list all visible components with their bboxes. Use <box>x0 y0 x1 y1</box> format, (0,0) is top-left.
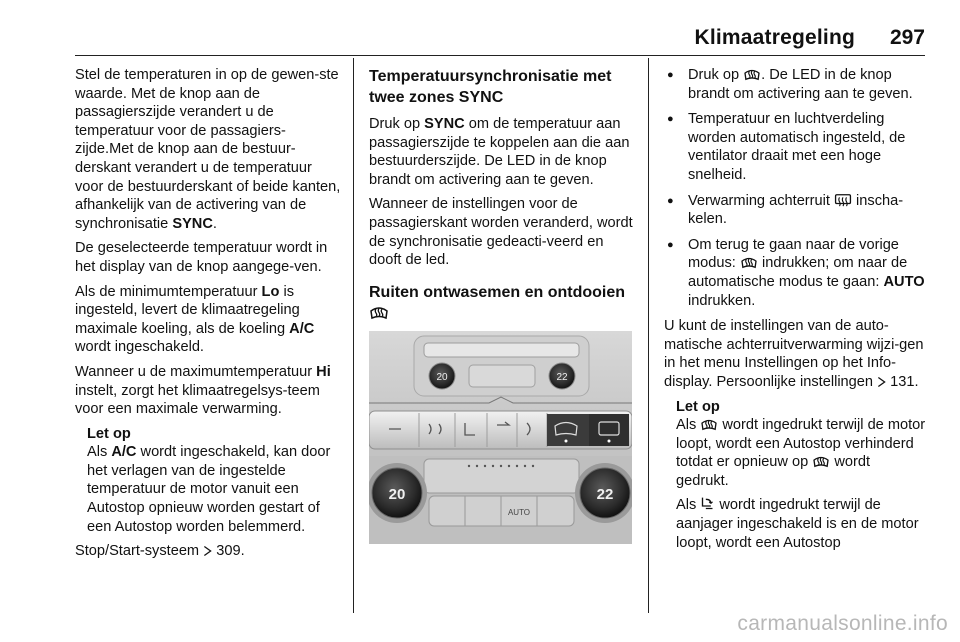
defrost-steps-list <box>664 66 926 310</box>
windshield-defrost-icon <box>700 417 718 431</box>
rear-window-heating-icon <box>834 193 852 207</box>
paragraph-minimum-temp: Als de minimumtemperatuur Lo is ingesteld, levert de klimaatregeling maximale koeling, als de koeling A/C wordt ingeschakeld. <box>75 283 315 356</box>
stop-start-reference[interactable]: Stop/Start-systeem 309. <box>75 543 245 560</box>
paragraph-display: De geselecteerde temperatuur wordt in het display van de knop aangege-ven. <box>75 240 328 275</box>
note-title: Let op <box>676 398 720 415</box>
header-divider <box>75 55 925 56</box>
paragraph-rear-window-settings: U kunt de instellingen van de auto-matische achterruitverwarming wijzi-gen in het menu Instellingen op het Info-display. Persoonlijke instellingen 131. <box>664 318 924 390</box>
page-header <box>75 18 925 54</box>
top-left-temp-display: 20 <box>436 371 448 383</box>
auto-button-label: AUTO <box>507 507 531 517</box>
list-item: ● Om terug te gaan naar de vorige modus: indrukken; om naar de automatische modus te gaan: AUTO indrukken. <box>664 236 926 310</box>
note-box <box>75 425 341 537</box>
paragraph-maximum-temp: Wanneer u de maximumtemperatuur Hi instelt, zorgt het klimaatregelsys-teem voor een maximale verwarming. <box>75 363 331 418</box>
note-box <box>664 398 926 553</box>
climate-control-panel-photo <box>369 331 632 544</box>
left-temp-display: 20 <box>388 485 406 503</box>
column-2 <box>369 66 634 544</box>
heading-defrost: Ruiten ontwasemen en ontdooien <box>369 282 634 324</box>
column-divider-right <box>648 58 649 613</box>
windshield-defrost-icon <box>740 255 758 269</box>
watermark: carmanualsonline.info <box>737 612 948 635</box>
windshield-defrost-icon <box>743 67 761 81</box>
list-item: ● Druk op . De LED in de knop brandt om activering aan te geven. <box>664 66 926 103</box>
page-reference-arrow-icon <box>877 376 886 388</box>
heading-temperature-sync: Temperatuursynchronisatie met twee zones SYNC <box>369 68 612 106</box>
list-item: ● Verwarming achterruit inscha-kelen. <box>664 192 926 229</box>
note-text: Als wordt ingedrukt terwijl de motor loopt, wordt een Autostop verhinderd totdat er opnieuw op wordt gedrukt. <box>676 417 926 489</box>
windshield-defrost-icon <box>369 304 389 320</box>
right-temp-display: 22 <box>596 485 614 503</box>
column-divider-left <box>353 58 354 613</box>
page-title: Klimaatregeling <box>694 26 855 49</box>
note-text: Als wordt ingedrukt terwijl de aanjager ingeschakeld is en de motor loopt, wordt een Autostop <box>676 497 919 551</box>
page-number: 297 <box>889 26 925 49</box>
page-reference-arrow-icon <box>203 545 212 557</box>
fan-airflow-icon <box>700 496 715 511</box>
top-right-temp-display: 22 <box>556 371 568 383</box>
paragraph-temperature-setting: Stel de temperaturen in op de gewen-ste waarde. Met de knop aan de passagierszijde verandert u de temperatuur voor de passagiers-zijde.Met de knop aan de bestuur-derskant verandert u de temperatuur voor de bestuurderskant of beide kanten, afhankelijk van de activering van de synchronisatie SYNC. <box>75 67 341 232</box>
paragraph-sync: Druk op SYNC om de temperatuur aan passagierszijde te koppelen aan die aan bestuurderszijde. De LED in de knop brandt om activering aan te geven. <box>369 116 630 188</box>
paragraph-sync-deactivate: Wanneer de instellingen voor de passagierskant worden veranderd, wordt de synchronisatie gedeacti-veerd en dooft de led. <box>369 196 633 269</box>
column-1 <box>75 66 341 567</box>
note-title: Let op <box>87 425 131 442</box>
list-item: ● Temperatuur en luchtverdeling worden automatisch ingesteld, de ventilator draait met een hoge snelheid. <box>664 110 926 184</box>
column-3 <box>664 66 926 558</box>
windshield-defrost-icon <box>812 454 830 468</box>
note-text: Als A/C wordt ingeschakeld, kan door het verlagen van de ingestelde temperatuur de motor vanuit een Autostop opnieuw worden gestart of een Autostop worden belemmerd. <box>87 444 331 535</box>
